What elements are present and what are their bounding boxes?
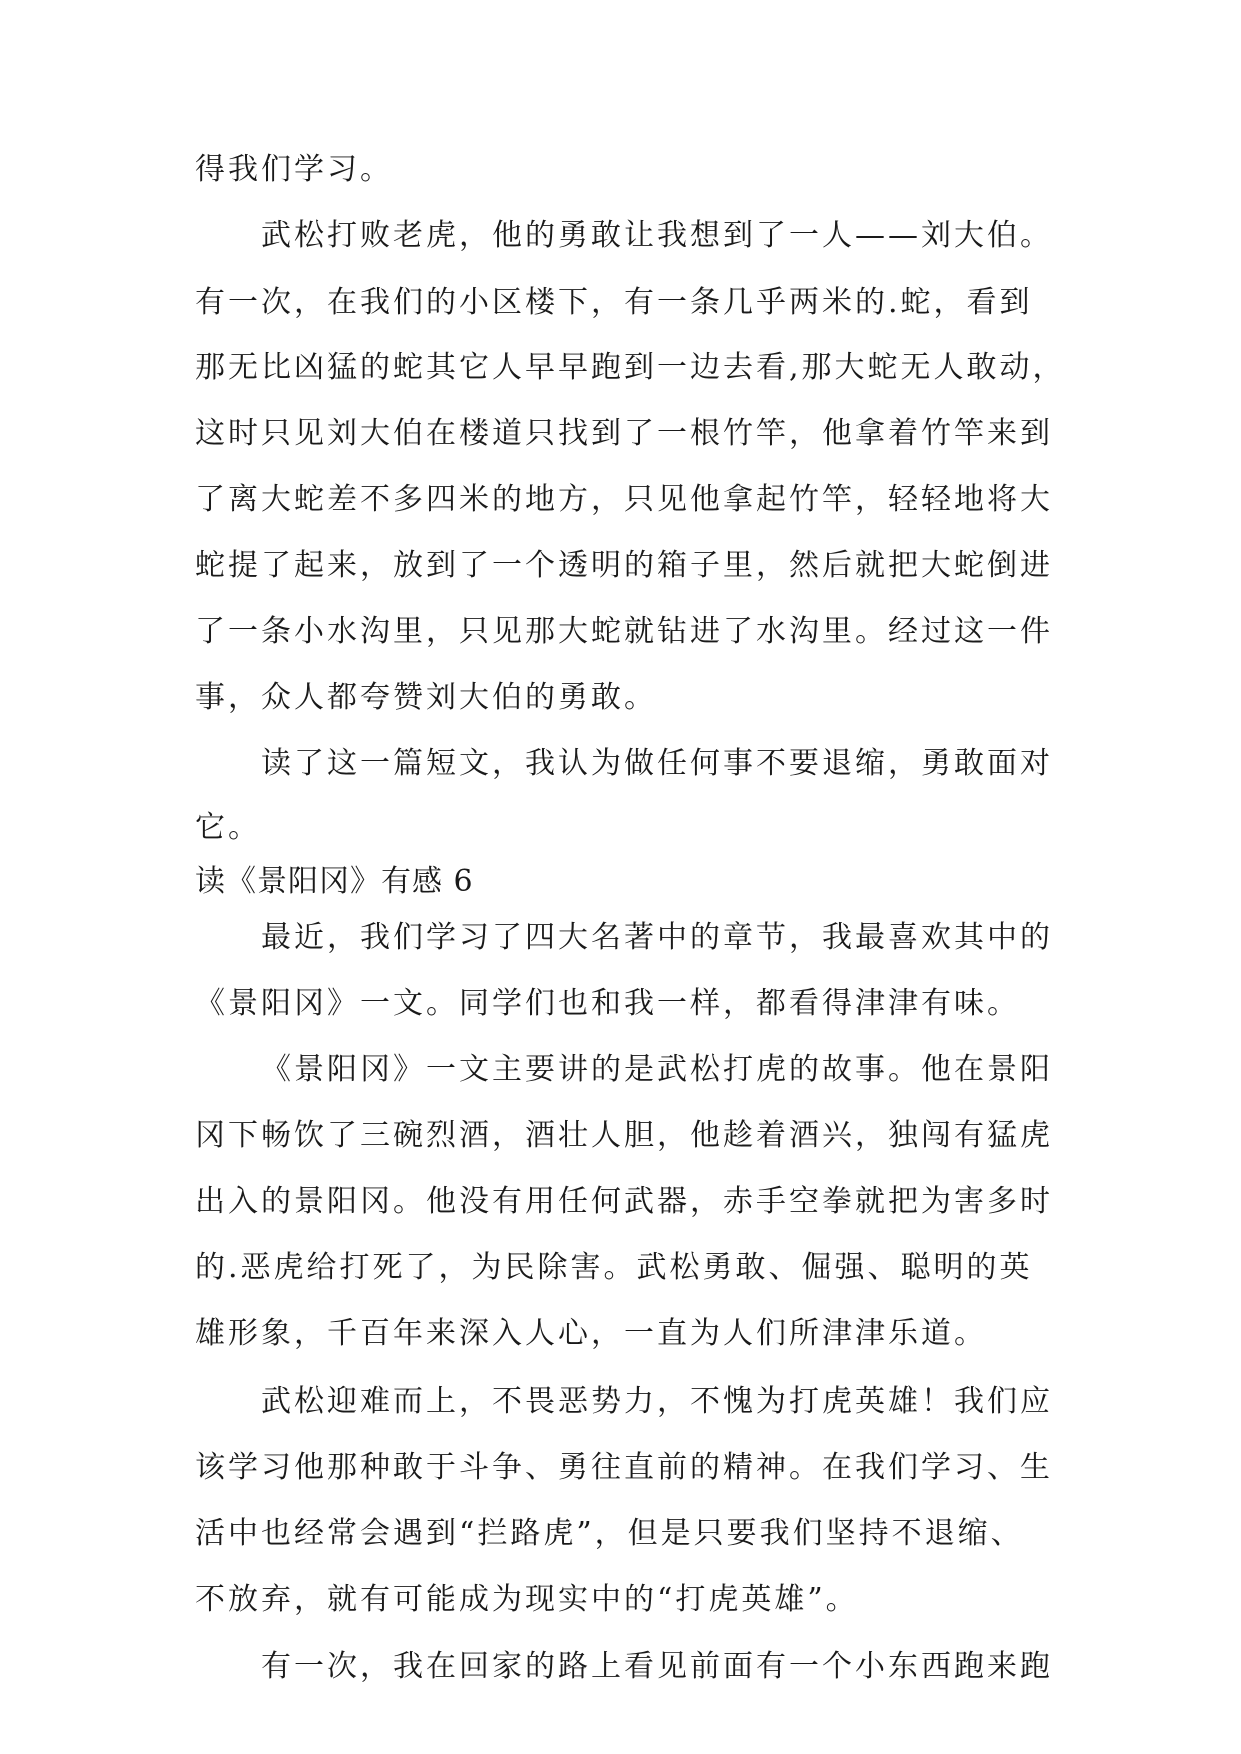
paragraph-line: 最近，我们学习了四大名著中的章节，我最喜欢其中的 bbox=[261, 920, 1053, 955]
paragraph-line: 冈下畅饮了三碗烈酒，酒壮人胆，他趁着酒兴，独闯有猛虎 bbox=[195, 1118, 1053, 1153]
paragraph-line: 《景阳冈》一文主要讲的是武松打虎的故事。他在景阳 bbox=[261, 1052, 1053, 1087]
paragraph-line: 活中也经常会遇到“拦路虎”，但是只要我们坚持不退缩、 bbox=[195, 1516, 1024, 1551]
paragraph-line: 武松迎难而上，不畏恶势力，不愧为打虎英雄！我们应 bbox=[261, 1384, 1053, 1419]
paragraph-line: 雄形象，千百年来深入人心，一直为人们所津津乐道。 bbox=[195, 1316, 987, 1351]
paragraph-line: 有一次，在我们的小区楼下，有一条几乎两米的.蛇，看到 bbox=[195, 285, 1033, 320]
paragraph-line: 出入的景阳冈。他没有用任何武器，赤手空拳就把为害多时 bbox=[195, 1184, 1053, 1219]
paragraph-line: 得我们学习。 bbox=[195, 152, 393, 187]
paragraph-line: 它。 bbox=[195, 810, 261, 845]
paragraph-line: 不放弃，就有可能成为现实中的“打虎英雄”。 bbox=[195, 1582, 859, 1617]
paragraph-line: 该学习他那种敢于斗争、勇往直前的精神。在我们学习、生 bbox=[195, 1450, 1053, 1485]
section-heading: 读《景阳冈》有感 6 bbox=[195, 864, 474, 899]
paragraph-line: 的.恶虎给打死了，为民除害。武松勇敢、倔强、聪明的英 bbox=[195, 1250, 1033, 1285]
paragraph-line: 读了这一篇短文，我认为做任何事不要退缩，勇敢面对 bbox=[261, 746, 1053, 781]
paragraph-line: 《景阳冈》一文。同学们也和我一样，都看得津津有味。 bbox=[195, 986, 1020, 1021]
paragraph-line: 了离大蛇差不多四米的地方，只见他拿起竹竿，轻轻地将大 bbox=[195, 482, 1053, 517]
paragraph-line: 事，众人都夸赞刘大伯的勇敢。 bbox=[195, 680, 657, 715]
paragraph-line: 了一条小水沟里，只见那大蛇就钻进了水沟里。经过这一件 bbox=[195, 614, 1053, 649]
paragraph-line: 蛇提了起来，放到了一个透明的箱子里，然后就把大蛇倒进 bbox=[195, 548, 1053, 583]
paragraph-line: 武松打败老虎，他的勇敢让我想到了一人——刘大伯。 bbox=[261, 218, 1053, 253]
paragraph-line: 有一次，我在回家的路上看见前面有一个小东西跑来跑 bbox=[261, 1649, 1053, 1684]
paragraph-line: 这时只见刘大伯在楼道只找到了一根竹竿，他拿着竹竿来到 bbox=[195, 416, 1053, 451]
paragraph-line: 那无比凶猛的蛇其它人早早跑到一边去看,那大蛇无人敢动， bbox=[195, 350, 1066, 385]
